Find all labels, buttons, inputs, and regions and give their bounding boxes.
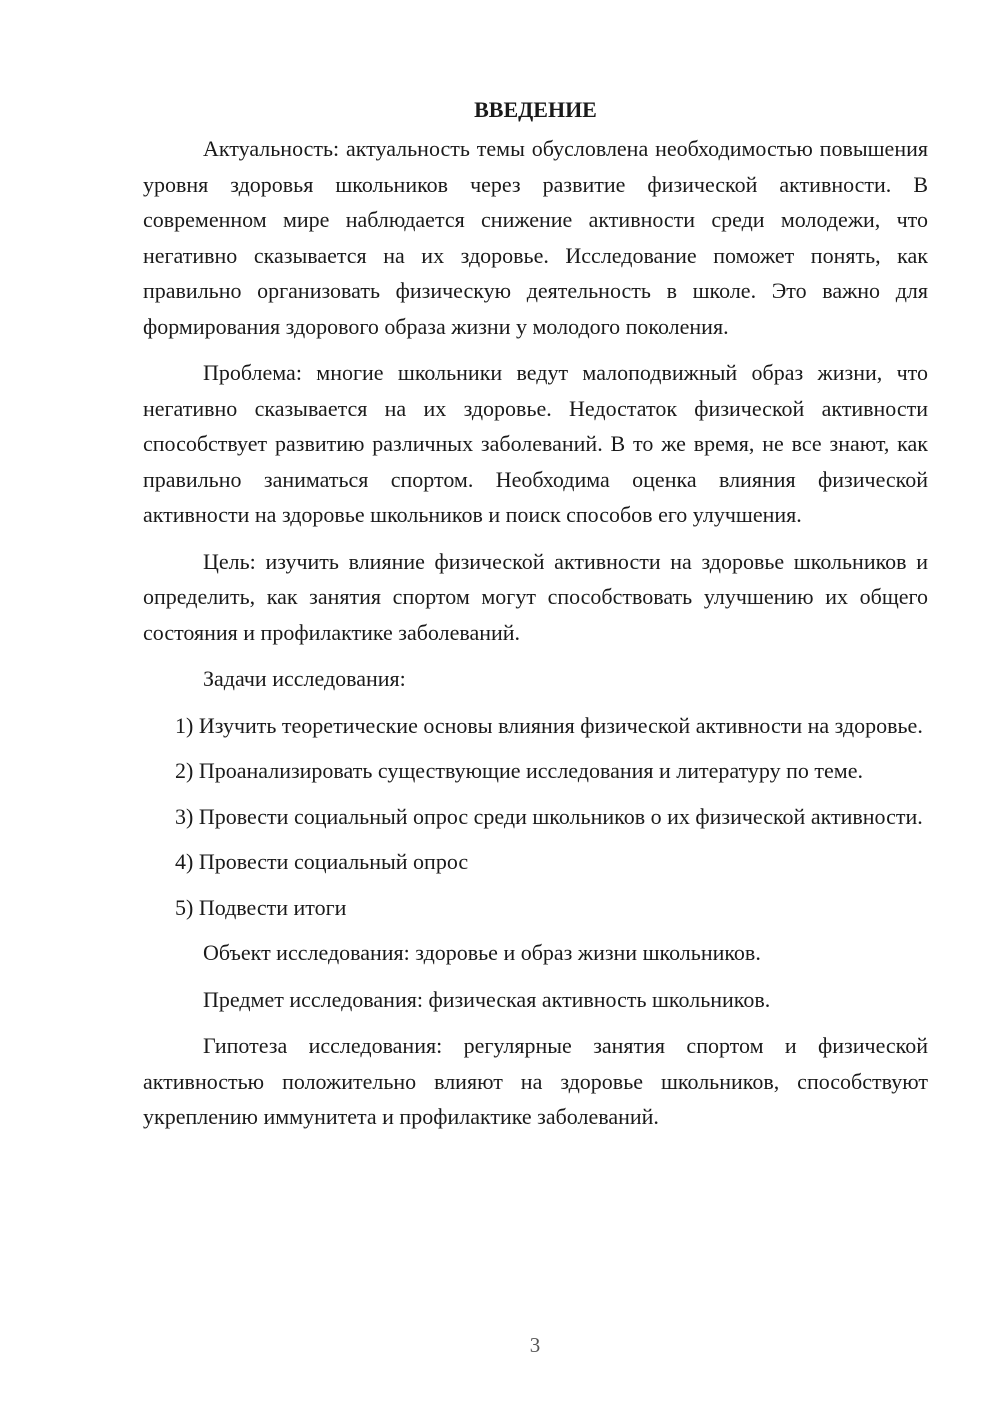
research-object: Объект исследования: здоровье и образ жизни школьников. — [203, 940, 761, 965]
research-hypothesis: Гипотеза исследования: регулярные занятия спортом и физической активностью положительно влияют на здоровье школьников, способствуют укреплению иммунитета и профилактике заболеваний. — [143, 1033, 928, 1129]
page-number: 3 — [529, 1333, 541, 1357]
task-item: 2) Проанализировать существующие исследования и литературу по теме. — [175, 758, 863, 783]
task-item: 1) Изучить теоретические основы влияния физической активности на здоровье. — [175, 712, 923, 738]
document-body — [143, 95, 928, 1146]
paragraph-problem: Проблема: многие школьники ведут малоподвижный образ жизни, что негативно сказывается на их здоровье. Недостаток физической активности способствует развитию различных заболеваний. В то же время, не все знают, как правильно заниматься спортом. Необходима оценка влияния физической активности на здоровье школьников и поиск способов его улучшения. — [143, 360, 928, 527]
research-subject: Предмет исследования: физическая активность школьников. — [203, 986, 771, 1012]
paragraph-goal: Цель: изучить влияние физической активности на здоровье школьников и определить, как занятия спортом могут способствовать улучшению их общего состояния и профилактике заболеваний. — [143, 548, 928, 645]
paragraph-relevance: Актуальность: актуальность темы обусловлена необходимостью повышения уровня здоровья школьников через развитие физической активности. В современном мире наблюдается снижение активности среди молодежи, что негативно сказывается на их здоровье. Исследование поможет понять, как правильно организовать физическую деятельность в школе. Это важно для формирования здорового образа жизни у молодого поколения. — [143, 136, 928, 339]
tasks-heading: Задачи исследования: — [203, 666, 406, 691]
task-item: 5) Подвести итоги — [175, 894, 347, 920]
task-item: 4) Провести социальный опрос — [175, 849, 469, 874]
page-title: ВВЕДЕНИЕ — [474, 97, 597, 122]
task-item: 3) Провести социальный опрос среди школьников о их физической активности. — [175, 803, 923, 829]
